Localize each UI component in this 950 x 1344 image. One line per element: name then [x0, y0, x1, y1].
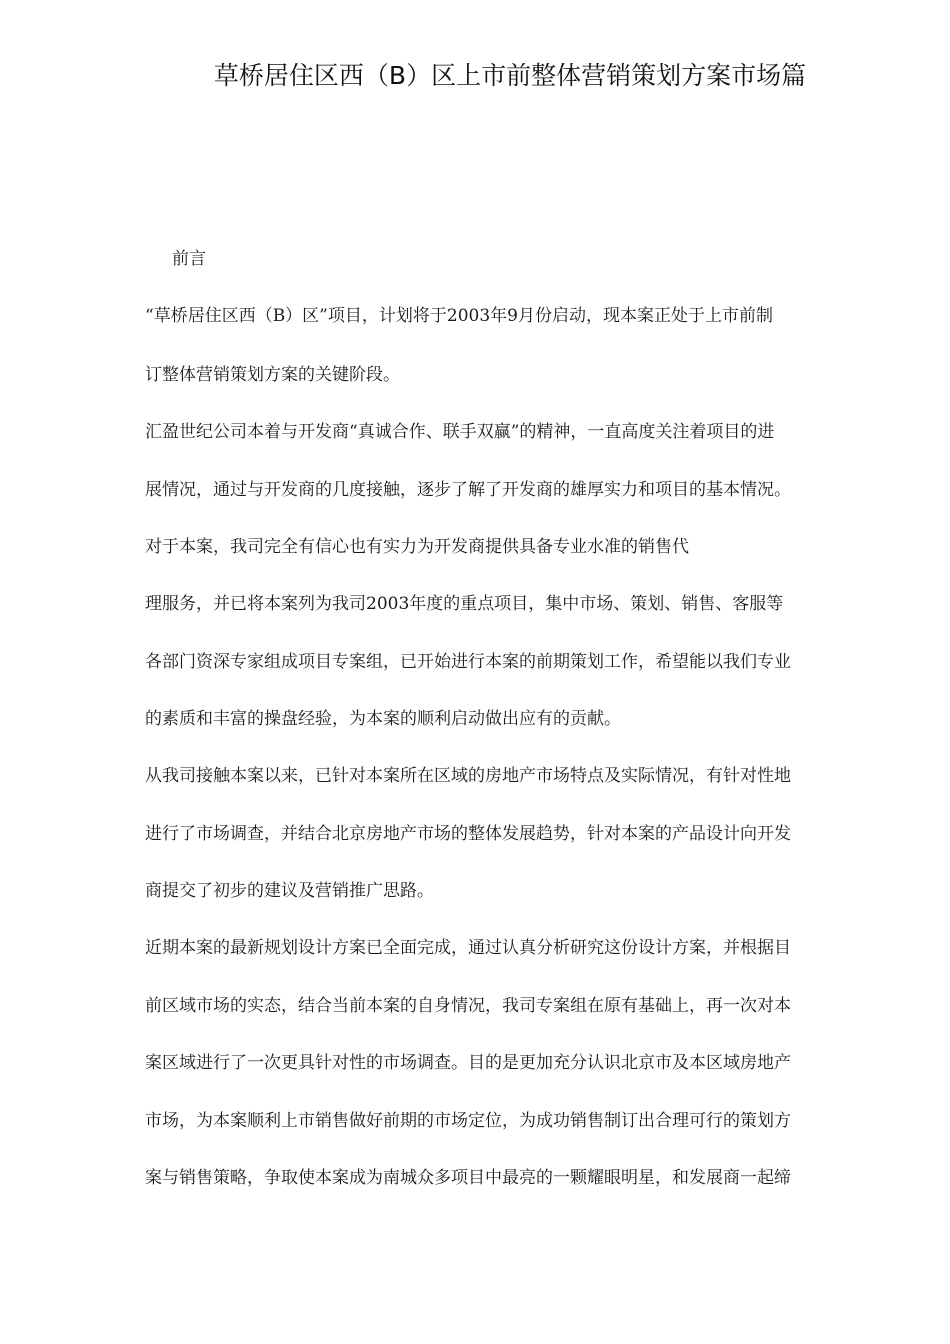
paragraph-line: 进行了市场调查，并结合北京房地产市场的整体发展趋势，针对本案的产品设计向开发: [145, 824, 791, 844]
paragraph-line: 案区域进行了一次更具针对性的市场调查。目的是更加充分认识北京市及本区域房地产: [145, 1053, 791, 1073]
paragraph-line: 对于本案，我司完全有信心也有实力为开发商提供具备专业水准的销售代: [145, 537, 689, 557]
paragraph-line: 商提交了初步的建议及营销推广思路。: [145, 881, 434, 901]
paragraph-line: 展情况，通过与开发商的几度接触，逐步了解了开发商的雄厚实力和项目的基本情况。: [145, 480, 791, 500]
preface-heading: 前言: [172, 249, 206, 269]
paragraph-line: 的素质和丰富的操盘经验，为本案的顺利启动做出应有的贡献。: [145, 709, 621, 729]
paragraph-line: 各部门资深专家组成项目专案组，已开始进行本案的前期策划工作，希望能以我们专业: [145, 652, 791, 672]
document-title: 草桥居住区西（B）区上市前整体营销策划方案市场篇: [213, 61, 807, 90]
paragraph-line: 理服务，并已将本案列为我司2003年度的重点项目，集中市场、策划、销售、客服等: [145, 594, 784, 614]
paragraph-line: 市场，为本案顺利上市销售做好前期的市场定位，为成功销售制订出合理可行的策划方: [145, 1111, 791, 1131]
paragraph-line: 前区域市场的实态，结合当前本案的自身情况，我司专案组在原有基础上，再一次对本: [145, 996, 791, 1016]
paragraph-line: 从我司接触本案以来，已针对本案所在区域的房地产市场特点及实际情况，有针对性地: [145, 766, 791, 786]
paragraph-line: 汇盈世纪公司本着与开发商“真诚合作、联手双赢”的精神，一直高度关注着项目的进: [145, 422, 775, 442]
paragraph-line: 订整体营销策划方案的关键阶段。: [145, 365, 400, 385]
paragraph-line: 近期本案的最新规划设计方案已全面完成，通过认真分析研究这份设计方案，并根据目: [145, 938, 791, 958]
paragraph-line: 案与销售策略，争取使本案成为南城众多项目中最亮的一颗耀眼明星，和发展商一起缔: [145, 1168, 791, 1188]
paragraph-line: “草桥居住区西（B）区”项目，计划将于2003年9月份启动，现本案正处于上市前制: [145, 306, 773, 326]
